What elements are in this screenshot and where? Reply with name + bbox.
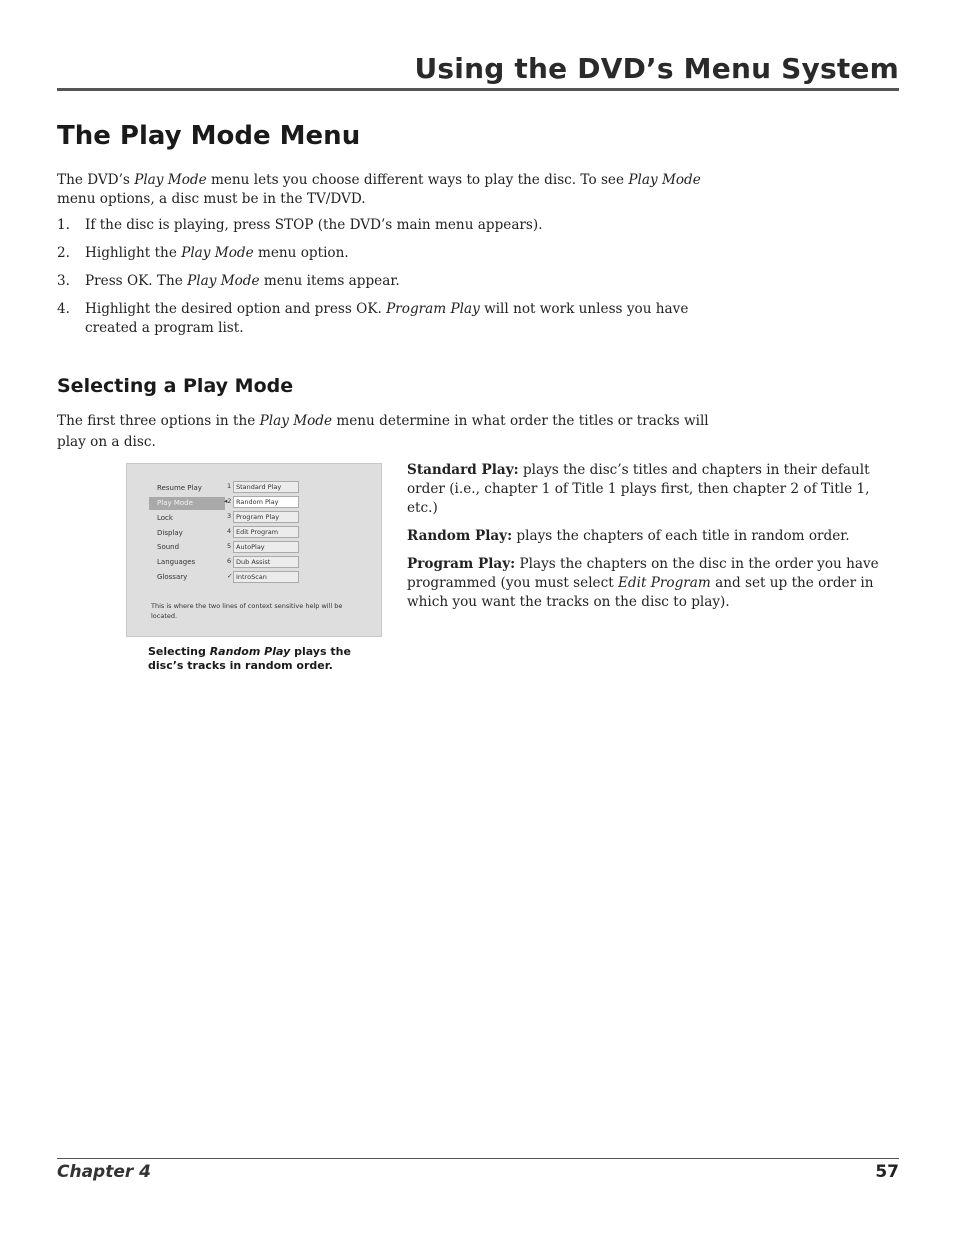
context-help-text: This is where the two lines of context sensitive help will be located. xyxy=(151,602,343,620)
step-item: 3. Press OK. The Play Mode menu items appear. xyxy=(57,273,400,289)
step-item: 4. Highlight the desired option and press OK. Program Play will not work unless you have created a program list. xyxy=(57,301,689,336)
menu-item-lock: Lock xyxy=(157,514,173,522)
steps-list xyxy=(57,216,717,347)
submenu-item-edit-program: Edit Program xyxy=(233,526,299,538)
menu-item-glossary: Glossary xyxy=(157,573,188,581)
section-title: The Play Mode Menu xyxy=(57,121,361,151)
menu-item-resume-play: Resume Play xyxy=(157,484,202,492)
footer-rule xyxy=(57,1158,899,1159)
submenu-item-random-play: Random Play xyxy=(233,496,299,508)
subsection-paragraph: The first three options in the Play Mode menu determine in what order the titles or tracks will play on a disc. xyxy=(57,413,709,450)
screenshot-caption: Selecting Random Play plays the disc’s tracks in random order. xyxy=(148,645,351,672)
submenu-item-introscan: IntroScan xyxy=(233,571,299,583)
header-rule xyxy=(57,88,899,91)
submenu-row: ◂2 Random Play xyxy=(227,495,301,510)
submenu-row: 4 Edit Program xyxy=(227,525,301,540)
menu-item-display: Display xyxy=(157,529,183,537)
definition-random-play: Random Play: plays the chapters of each title in random order. xyxy=(407,528,850,544)
step-item: 1. If the disc is playing, press STOP (the DVD’s main menu appears). xyxy=(57,217,543,233)
submenu-row: 6 Dub Assist xyxy=(227,555,301,570)
play-mode-submenu xyxy=(224,480,301,585)
submenu-row: 5 AutoPlay xyxy=(227,540,301,555)
intro-paragraph: The DVD’s Play Mode menu lets you choose different ways to play the disc. To see Play Mode menu options, a disc must be in the TV/DVD. xyxy=(57,172,701,207)
footer-chapter: Chapter 4 xyxy=(57,1162,152,1182)
submenu-row xyxy=(227,570,301,585)
submenu-item-dub-assist: Dub Assist xyxy=(233,556,299,568)
submenu-item-autoplay: AutoPlay xyxy=(233,541,299,553)
footer-page-number: 57 xyxy=(875,1162,899,1182)
menu-item-languages: Languages xyxy=(157,558,196,566)
step-item: 2. Highlight the Play Mode menu option. xyxy=(57,245,349,261)
definition-standard-play: Standard Play: plays the disc’s titles and chapters in their default order (i.e., chapter 1 of Title 1 plays first, then chapter 2 of Title 1, etc.) xyxy=(407,462,870,516)
page-header-title: Using the DVD’s Menu System xyxy=(414,52,899,85)
definition-program-play: Program Play: Plays the chapters on the disc in the order you have programmed (you must select Edit Program and set up the order in which you want the tracks on the disc to play). xyxy=(407,556,879,610)
submenu-item-program-play: Program Play xyxy=(233,511,299,523)
submenu-row: 1 Standard Play xyxy=(227,480,301,495)
check-icon: ✓ xyxy=(227,572,233,580)
submenu-row: 3 Program Play xyxy=(227,510,301,525)
menu-item-sound: Sound xyxy=(157,543,180,551)
menu-screenshot xyxy=(126,463,382,637)
subsection-title: Selecting a Play Mode xyxy=(57,375,294,397)
submenu-item-standard-play: Standard Play xyxy=(233,481,299,493)
menu-item-play-mode: Play Mode xyxy=(157,499,193,507)
play-mode-definitions xyxy=(407,461,897,621)
